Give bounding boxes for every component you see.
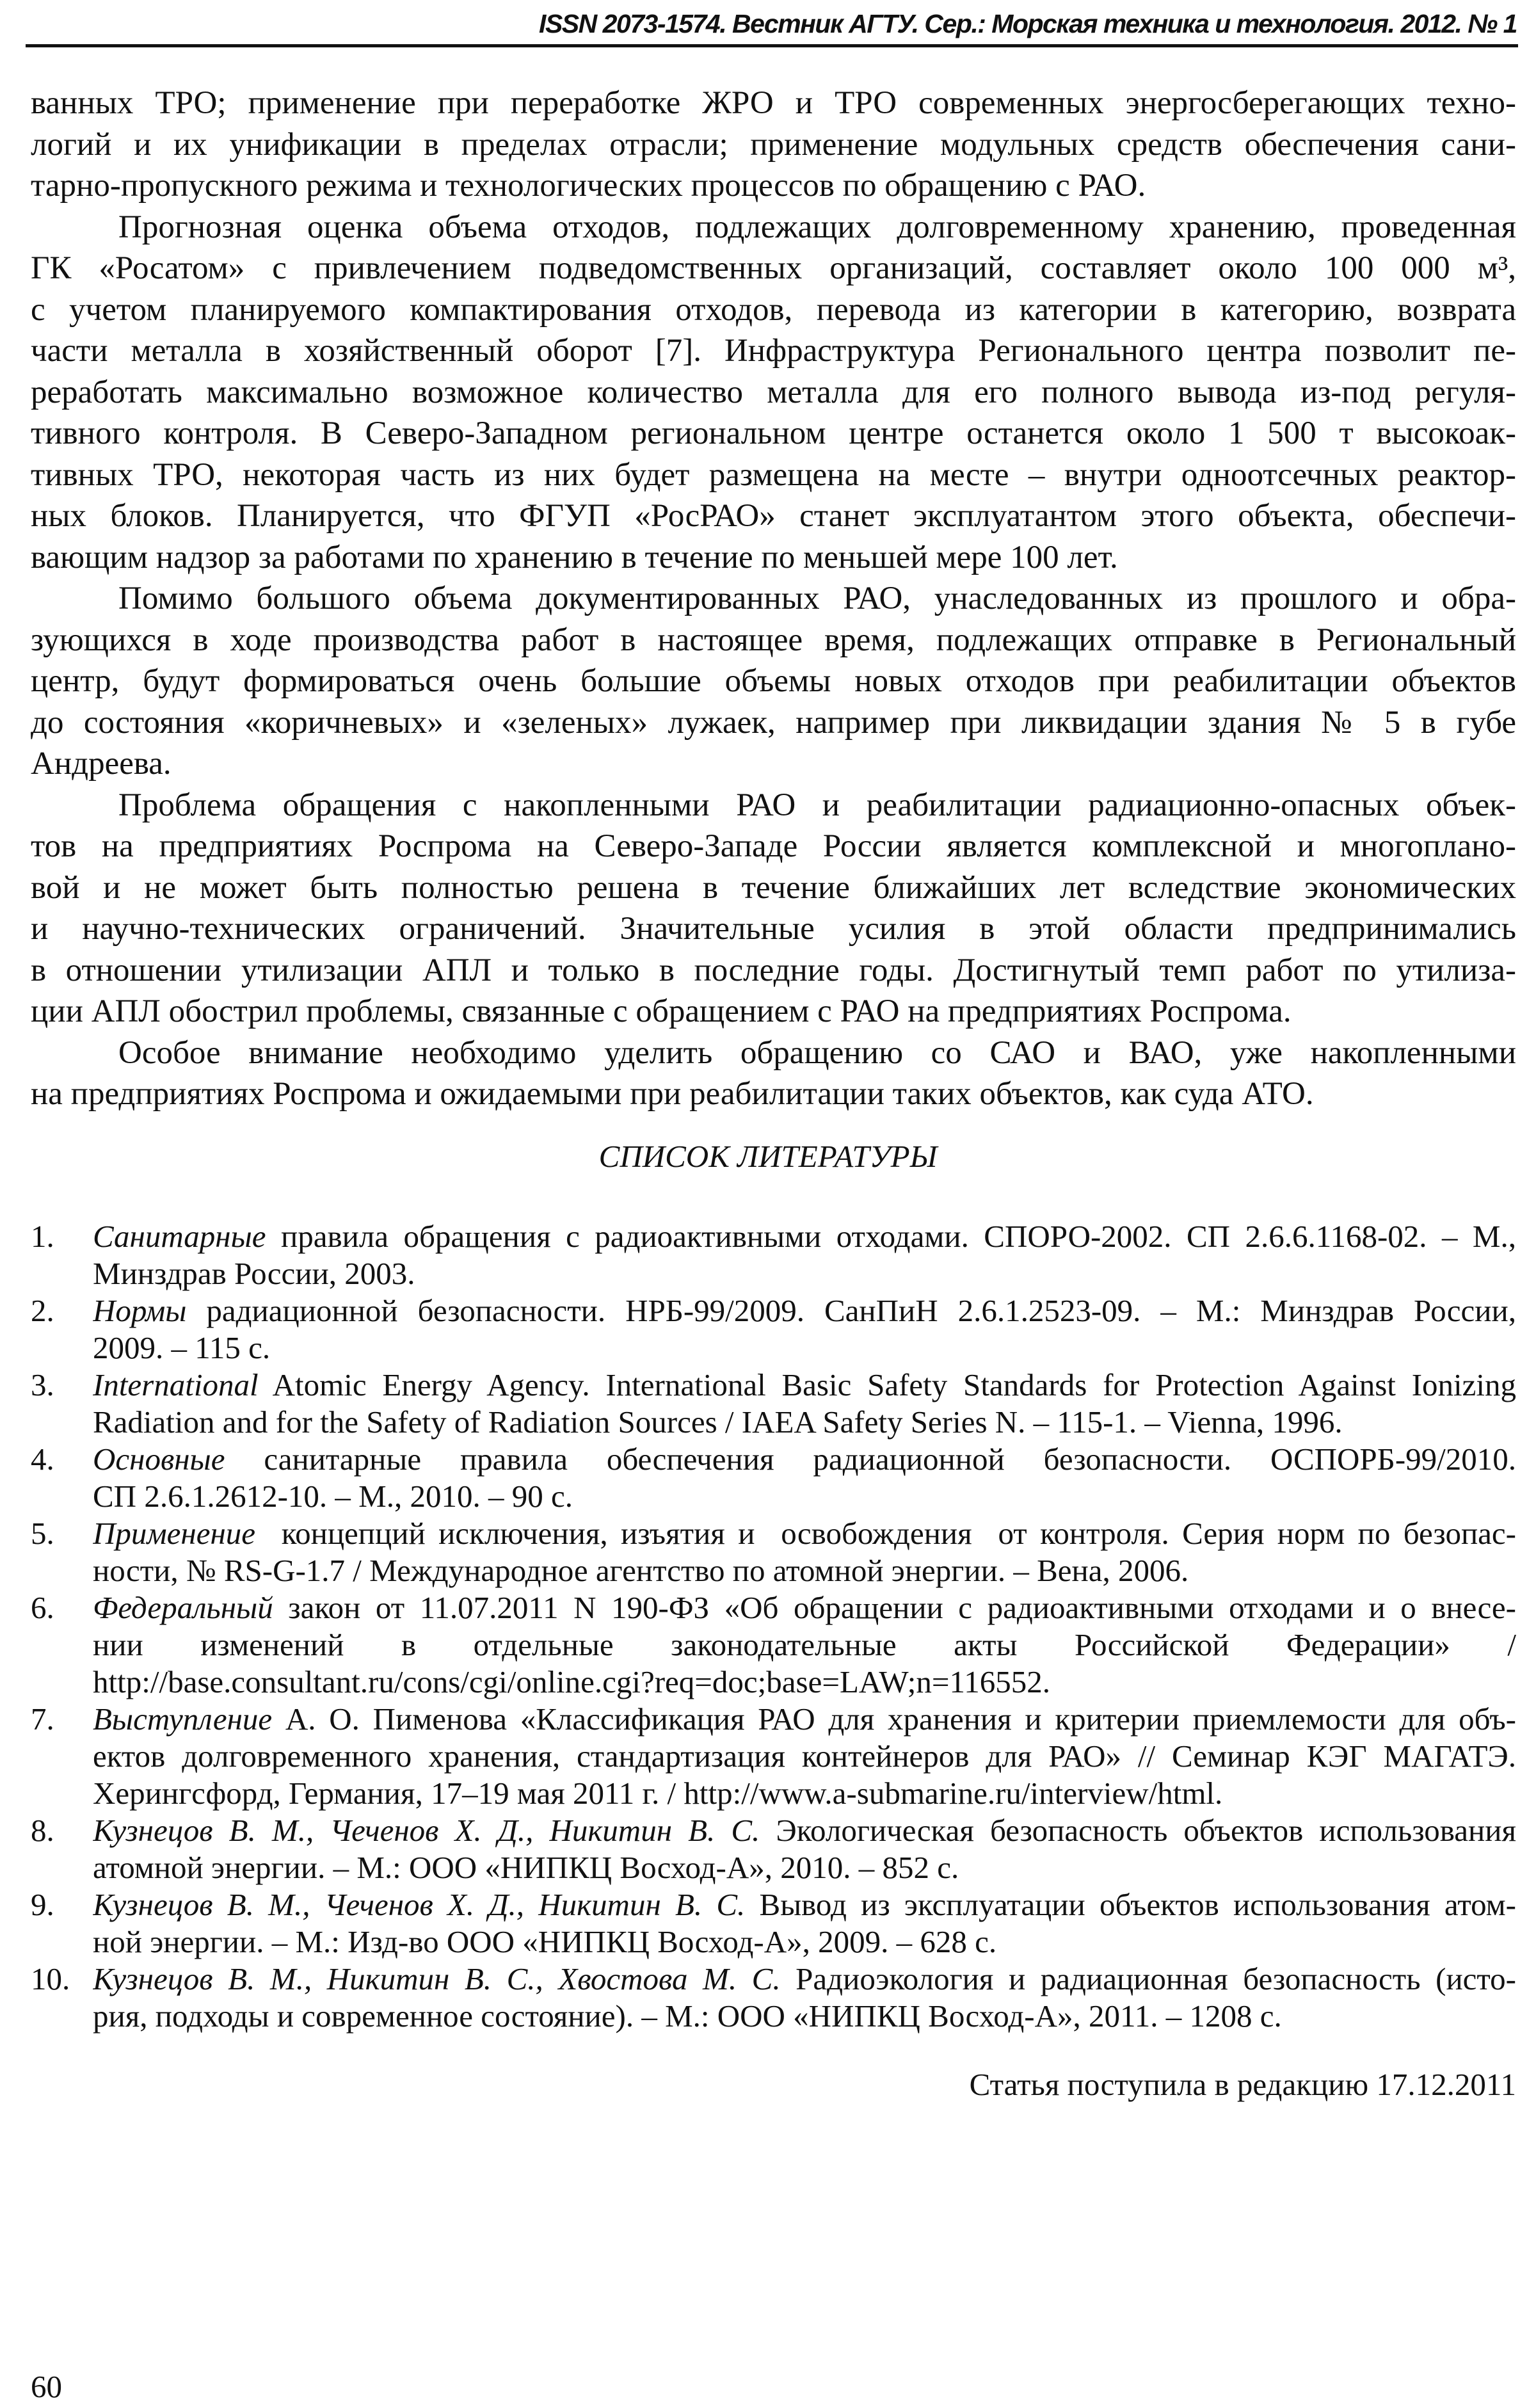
paragraph-line: в отношении утилизации АПЛ и только в последние годы. Достигнутый темп работ по утилиза-: [31, 952, 1516, 988]
paragraph-line: тов на предприятиях Роспрома на Северо-Западе России является комплексной и многоплано-: [31, 828, 1516, 864]
paragraph-line: тивного контроля. В Северо-Западном региональном центре останется около 1 500 т высокоак-: [31, 415, 1516, 451]
page-number: 60: [31, 2369, 62, 2404]
paragraph: [31, 578, 1516, 785]
paragraph-line: Проблема обращения с накопленными РАО и реабилитации радиационно-опасных объек-: [118, 787, 1516, 823]
reference-line: ной энергии. – М.: Изд-во ООО «НИПКЦ Восход-А», 2009. – 628 с.: [93, 1924, 997, 1959]
reference-item: [31, 1367, 1516, 1441]
reference-line: Radiation and for the Safety of Radiation Sources / IAEA Safety Series N. – 115-1. – Vienna, 1996.: [93, 1404, 1343, 1440]
paragraph-line: Особое внимание необходимо уделить обращению со САО и ВАО, уже накопленными: [118, 1034, 1516, 1071]
reference-line: ектов долговременного хранения, стандартизация контейнеров для РАО» // Семинар КЭГ МАГАТЭ.: [93, 1738, 1516, 1774]
running-header: ISSN 2073-1574. Вестник АГТУ. Сер.: Морская техника и технология. 2012. № 1: [539, 9, 1517, 38]
reference-line: [93, 1886, 1516, 1923]
reference-lead: Федеральный: [93, 1590, 273, 1625]
reference-lead: Кузнецов В. М., Никитин В. С., Хвостова М. С.: [93, 1961, 781, 1996]
reference-item: [31, 1218, 1516, 1292]
article-body: [31, 83, 1516, 1115]
paragraph-line: тарно-пропускного режима и технологических процессов по обращению с РАО.: [31, 168, 1146, 204]
reference-text: Atomic Energy Agency. International Basic Safety Standards for Protection Against Ionizing: [258, 1367, 1516, 1402]
reference-item: [31, 1515, 1516, 1589]
reference-line: 2009. – 115 с.: [93, 1330, 271, 1365]
reference-item: [31, 1589, 1516, 1701]
reference-line: Херингсфорд, Германия, 17–19 мая 2011 г. / http://www.a-submarine.ru/interview/html.: [93, 1776, 1223, 1811]
reference-text: закон от 11.07.2011 N 190-ФЗ «Об обращении с радиоактивными отходами и о внесе-: [273, 1590, 1516, 1625]
paragraph: [31, 207, 1516, 579]
paragraph-line: вой и не может быть полностью решена в течение ближайших лет вследствие экономических: [31, 869, 1516, 906]
paragraph: [31, 1032, 1516, 1115]
reference-lead: Основные: [93, 1441, 225, 1477]
paragraph-line: до состояния «коричневых» и «зеленых» лужаек, например при ликвидации здания № 5 в губе: [31, 704, 1516, 741]
reference-text: А. О. Пименова «Классификация РАО для хранения и критерии приемлемости для объ-: [272, 1701, 1516, 1737]
reference-line: [93, 1961, 1516, 1998]
reference-number: 9.: [31, 1887, 54, 1922]
paragraph-line: ции АПЛ обострил проблемы, связанные с обращением с РАО на предприятиях Роспрома.: [31, 993, 1292, 1029]
reference-item: [31, 1812, 1516, 1886]
reference-line: [93, 1367, 1516, 1404]
reference-number: 1.: [31, 1219, 54, 1254]
reference-number: 7.: [31, 1701, 54, 1737]
reference-line: ности, № RS-G-1.7 / Международное агентство по атомной энергии. – Вена, 2006.: [93, 1553, 1189, 1588]
paragraph-line: Прогнозная оценка объема отходов, подлежащих долговременному хранению, проведенная: [118, 209, 1516, 245]
paragraph-line: части металла в хозяйственный оборот [7]. Инфраструктура Регионального центра позволит пе-: [31, 333, 1516, 369]
reference-item: [31, 1701, 1516, 1812]
reference-line: [93, 1701, 1516, 1738]
reference-number: 3.: [31, 1367, 54, 1402]
paragraph-line: с учетом планируемого компактирования отходов, перевода из категории в категорию, возврата: [31, 291, 1516, 328]
reference-line: [93, 1589, 1516, 1626]
reference-number: 6.: [31, 1590, 54, 1625]
reference-item: [31, 1441, 1516, 1515]
reference-text: радиационной безопасности. НРБ-99/2009. СанПиН 2.6.1.2523-09. – М.: Минздрав России,: [186, 1293, 1516, 1328]
reference-lead: Применение: [93, 1516, 256, 1551]
reference-line: [93, 1812, 1516, 1849]
reference-lead: Выступление: [93, 1701, 273, 1737]
reference-number: 2.: [31, 1293, 54, 1328]
paragraph-line: на предприятиях Роспрома и ожидаемыми при реабилитации таких объектов, как суда АТО.: [31, 1076, 1314, 1112]
reference-line: [93, 1292, 1516, 1329]
reference-line: Минздрав России, 2003.: [93, 1256, 415, 1291]
reference-line: нии изменений в отдельные законодательные акты Российской Федерации» /: [93, 1627, 1516, 1662]
reference-line: СП 2.6.1.2612-10. – М., 2010. – 90 с.: [93, 1479, 573, 1514]
paragraph-line: и научно-технических ограничений. Значительные усилия в этой области предпринимались: [31, 911, 1516, 947]
paragraph-line: ванных ТРО; применение при переработке ЖРО и ТРО современных энергосберегающих техно-: [31, 85, 1516, 121]
reference-text: Экологическая безопасность объектов использования: [760, 1813, 1516, 1848]
reference-line: [93, 1515, 1516, 1552]
paragraph-line: ных блоков. Планируется, что ФГУП «РосРАО» станет эксплуатантом этого объекта, обеспечи-: [31, 498, 1516, 534]
reference-text: санитарные правила обеспечения радиационной безопасности. ОСПОРБ-99/2010.: [225, 1441, 1516, 1477]
reference-number: 8.: [31, 1813, 54, 1848]
paragraph-line: Андреева.: [31, 746, 172, 782]
paragraph-line: логий и их унификации в пределах отрасли; применение модульных средств обеспечения сани-: [31, 126, 1516, 163]
reference-text: Радиоэкология и радиационная безопасность (исто-: [780, 1961, 1516, 1996]
paragraph-line: Помимо большого объема документированных РАО, унаследованных из прошлого и обра-: [118, 581, 1516, 616]
reference-lead: Кузнецов В. М., Чеченов Х. Д., Никитин В. С.: [93, 1813, 760, 1848]
reference-line: http://base.consultant.ru/cons/cgi/online.cgi?req=doc;base=LAW;n=116552.: [93, 1664, 1050, 1699]
reference-item: [31, 1961, 1516, 2035]
reference-line: атомной энергии. – М.: ООО «НИПКЦ Восход-А», 2010. – 852 с.: [93, 1850, 959, 1885]
reference-lead: Нормы: [93, 1293, 187, 1328]
paragraph-line: тивных ТРО, некоторая часть из них будет размещена на месте – внутри одноотсечных реактор-: [31, 456, 1516, 493]
reference-line: рия, подходы и современное состояние). – М.: ООО «НИПКЦ Восход-А», 2011. – 1208 с.: [93, 1998, 1282, 2034]
reference-lead: International: [93, 1367, 259, 1402]
reference-line: [93, 1218, 1516, 1255]
reference-text: правила обращения с радиоактивными отходами. СПОРО-2002. СП 2.6.6.1168-02. – М.,: [266, 1219, 1516, 1254]
references-title: СПИСОК ЛИТЕРАТУРЫ: [598, 1139, 938, 1174]
reference-lead: Кузнецов В. М., Чеченов Х. Д., Никитин В. С.: [93, 1887, 746, 1922]
references-list: [31, 1218, 1516, 2035]
reference-number: 4.: [31, 1441, 54, 1477]
paragraph-line: центр, будут формироваться очень большие объемы новых отходов при реабилитации объектов: [31, 663, 1516, 699]
paragraph-line: зующихся в ходе производства работ в настоящее время, подлежащих отправке в Региональный: [31, 622, 1516, 658]
reference-item: [31, 1886, 1516, 1961]
header-rule: [26, 44, 1518, 47]
reference-number: 5.: [31, 1516, 54, 1551]
reference-number: 10.: [31, 1961, 70, 1996]
reference-line: [93, 1441, 1516, 1478]
reference-item: [31, 1292, 1516, 1367]
received-date: Статья поступила в редакцию 17.12.2011: [969, 2067, 1516, 2102]
paragraph: [31, 83, 1516, 207]
paragraph-line: вающим надзор за работами по хранению в течение по меньшей мере 100 лет.: [31, 539, 1118, 575]
reference-text: концепций исключения, изъятия и освобождения от контроля. Серия норм по безопас-: [255, 1516, 1516, 1551]
reference-text: Вывод из эксплуатации объектов использования атом-: [745, 1887, 1516, 1922]
paragraph: [31, 785, 1516, 1032]
reference-lead: Санитарные: [93, 1219, 266, 1254]
paragraph-line: ГК «Росатом» с привлечением подведомственных организаций, составляет около 100 000 м³,: [31, 250, 1516, 286]
paragraph-line: реработать максимально возможное количество металла для его полного вывода из-под регуля-: [31, 374, 1516, 410]
